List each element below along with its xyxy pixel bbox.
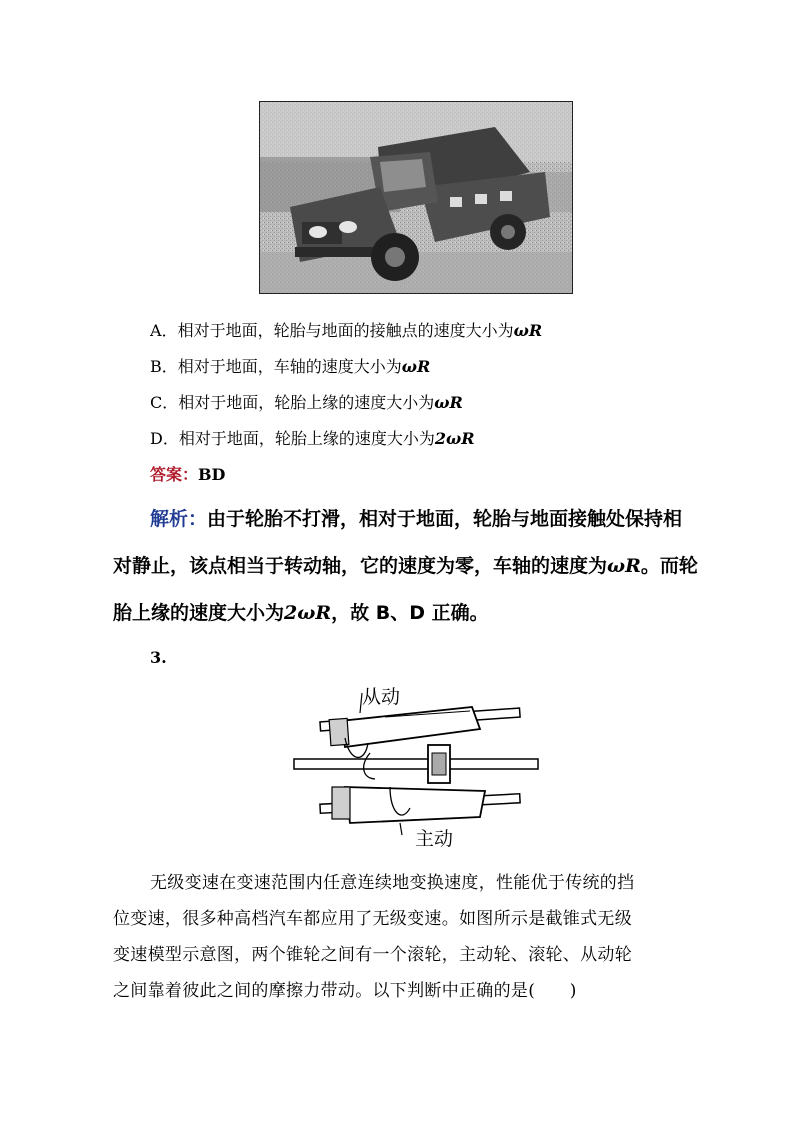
answer-label: 答案： — [150, 465, 199, 484]
question-line-4: 之间靠着彼此之间的摩擦力带动。以下判断中正确的是( ) — [113, 981, 577, 1001]
option-d: D．相对于地面，轮胎上缘的速度大小为2ωR — [150, 429, 475, 448]
question-line-1: 无级变速在变速范围内任意连续地变换速度，性能优于传统的挡 — [150, 873, 635, 893]
truck-photo — [259, 101, 573, 294]
driving-label: 主动 — [415, 828, 454, 848]
analysis-label: 解析： — [150, 508, 208, 530]
answer-row — [150, 465, 225, 485]
analysis-line-3: 胎上缘的速度大小为2ωR，故 B、D 正确。 — [113, 602, 489, 624]
analysis-line-1: 解析：由于轮胎不打滑，相对于地面，轮胎与地面接触处保持相 — [150, 508, 683, 530]
option-b: B．相对于地面，车轴的速度大小为ωR — [150, 357, 431, 376]
driven-label: 从动 — [362, 686, 401, 708]
question-line-3: 变速模型示意图，两个锥轮之间有一个滚轮，主动轮、滚轮、从动轮 — [113, 945, 632, 965]
question-line-2: 位变速，很多种高档汽车都应用了无级变速。如图所示是截锥式无级 — [113, 909, 632, 929]
option-a: A．相对于地面，轮胎与地面的接触点的速度大小为ωR — [150, 321, 543, 340]
question-number: 3. — [150, 648, 167, 667]
cvt-diagram — [290, 683, 540, 848]
answer-value: BD — [198, 465, 226, 484]
option-c: C．相对于地面，轮胎上缘的速度大小为ωR — [150, 393, 463, 412]
analysis-line-2: 对静止，该点相当于转动轴，它的速度为零，车轴的速度为ωR。而轮 — [113, 555, 698, 577]
